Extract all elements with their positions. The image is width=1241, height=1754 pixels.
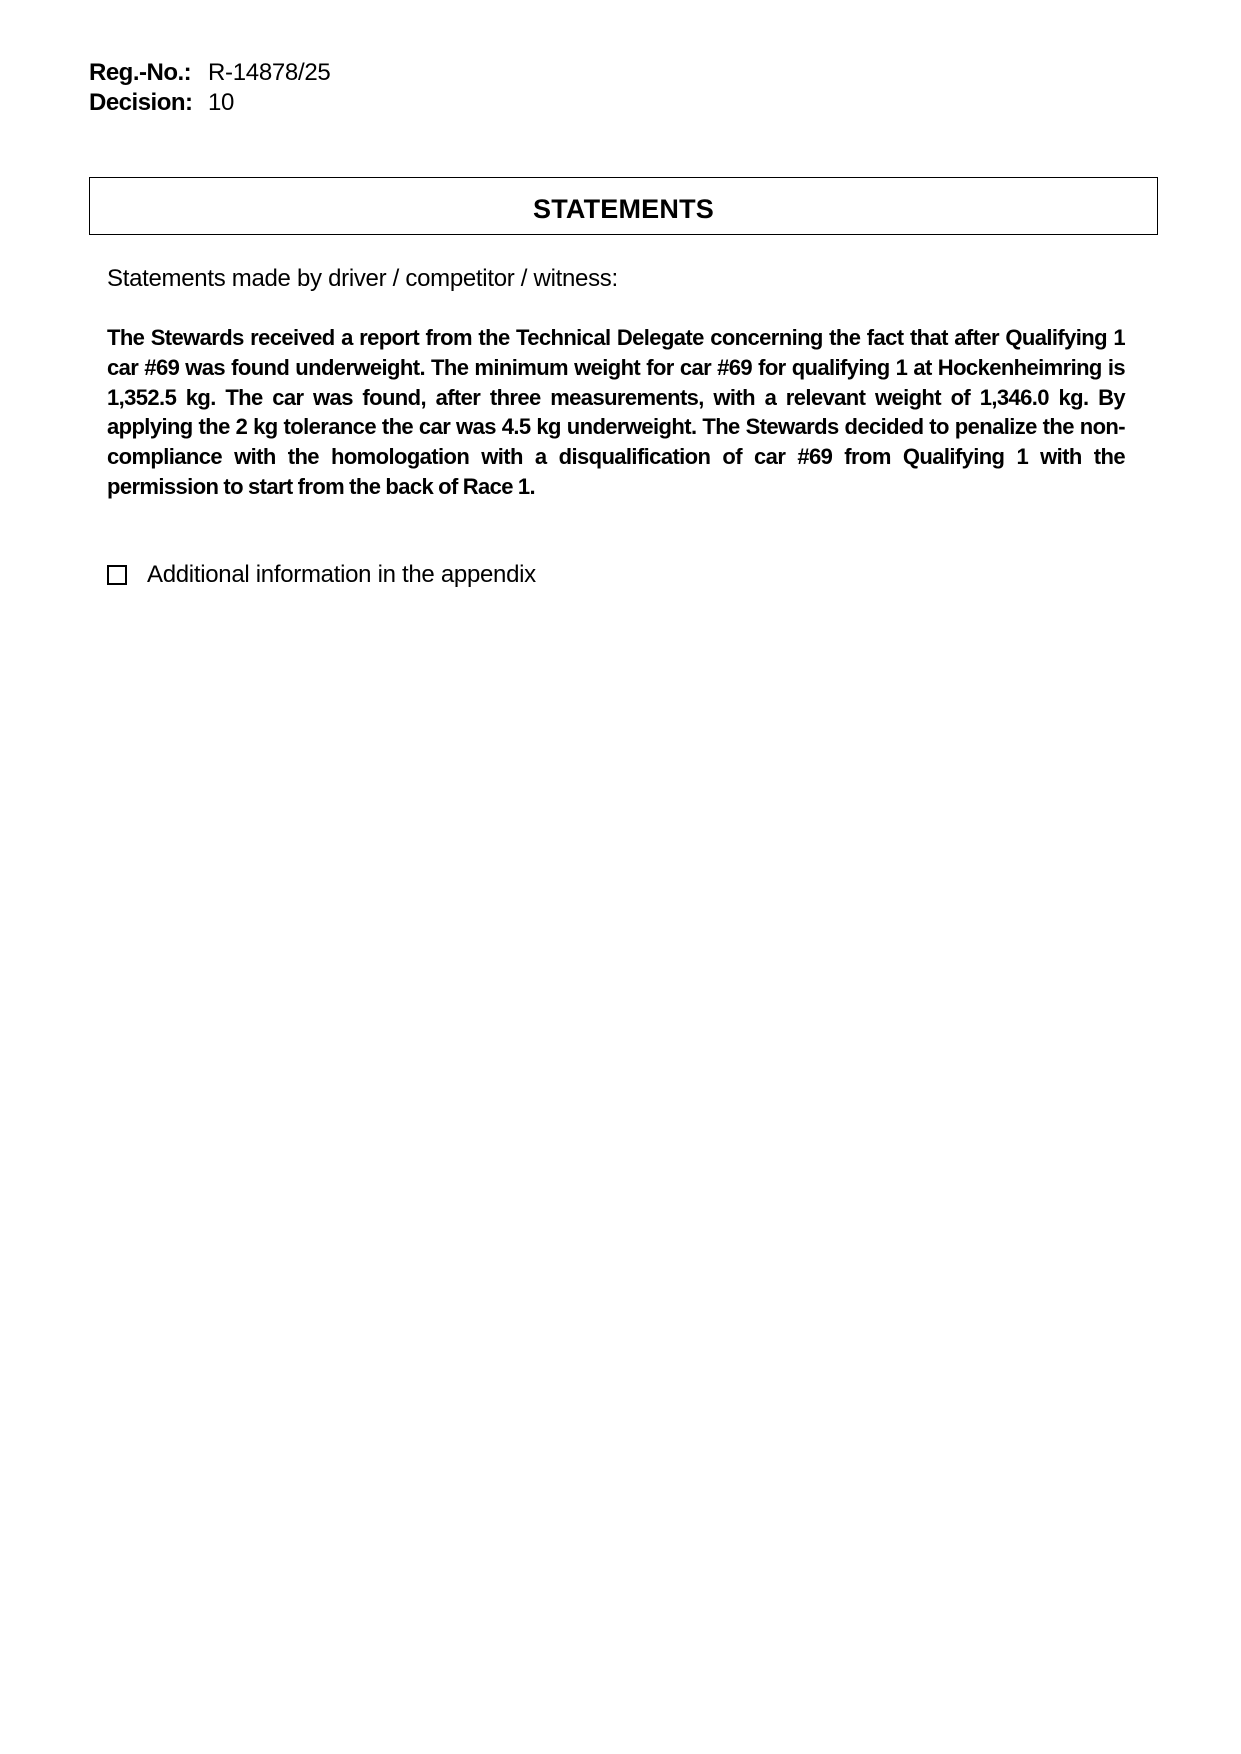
statement-body: The Stewards received a report from the Technical Delegate concerning the fact that after Qualifying 1 car #69 was found underweight. The minimum weight for car #69 for qualifying 1 at Hockenheimring is 1,352.5 kg. The car was found, after three measurements, with a relevant weight of 1,346.0 kg. By applying the 2 kg tolerance the car was 4.5 kg underweight. The Stewards decided to penalize the non-compliance with the homologation with a disqualification of car #69 from Qualifying 1 with the permission to start from the back of Race 1. xyxy=(107,325,1125,499)
decision-label: Decision: xyxy=(89,89,193,116)
appendix-row xyxy=(107,560,536,590)
appendix-checkbox[interactable] xyxy=(107,565,127,585)
statements-intro: Statements made by driver / competitor / witness: xyxy=(107,265,618,292)
section-title-box xyxy=(89,177,1158,235)
reg-no-row xyxy=(89,58,330,88)
reg-no-value: R-14878/25 xyxy=(208,59,331,86)
reg-no-label: Reg.-No.: xyxy=(89,59,192,86)
decision-row xyxy=(89,88,330,118)
document-header xyxy=(89,58,330,118)
section-title: STATEMENTS xyxy=(533,193,714,224)
appendix-label: Additional information in the appendix xyxy=(147,561,536,588)
decision-value: 10 xyxy=(208,89,235,116)
